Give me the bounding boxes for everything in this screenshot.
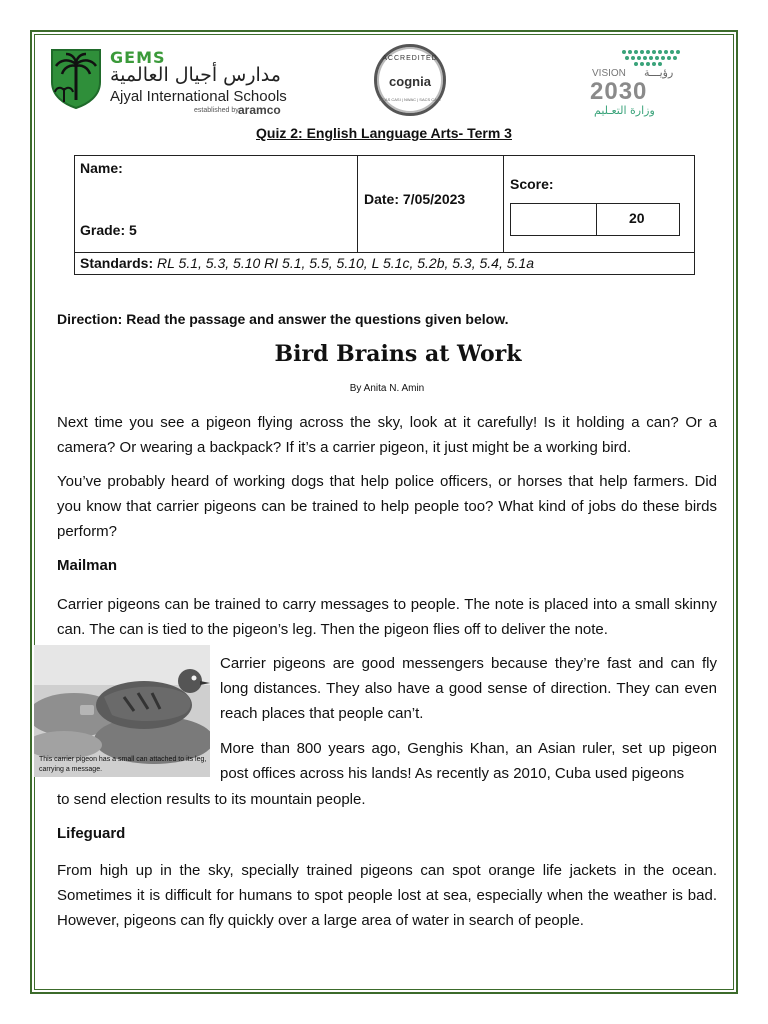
paragraph-3: Carrier pigeons can be trained to carry messages to people. The note is placed into a small skinny can. The can is tied to the pigeon’s leg. Then the pigeon flies off to deliver the note. bbox=[57, 596, 717, 638]
vision-2030-logo bbox=[586, 46, 696, 118]
paragraph-4: Carrier pigeons are good messengers because they’re fast and can fly long distances. They also have a good sense of direction. They can even reach places that people can’t. bbox=[220, 655, 717, 722]
school-name: Ajyal International Schools bbox=[110, 88, 287, 105]
score-cell bbox=[504, 156, 694, 252]
heading-lifeguard: Lifeguard bbox=[57, 825, 126, 842]
score-label: Score: bbox=[510, 176, 554, 192]
paragraph-6: From high up in the sky, specially trained pigeons can spot orange life jackets in the ocean. Sometimes it is difficult for humans to spot people lost at sea, especially when the weather is bad. However, pigeons can fly quickly over a large area of water in search of people. bbox=[57, 862, 717, 929]
school-name-arabic: مدارس أجيال العالمية bbox=[110, 64, 281, 86]
score-max: 20 bbox=[629, 210, 645, 226]
ministry-name-arabic: وزارة التعـليم bbox=[594, 104, 655, 117]
heading-mailman: Mailman bbox=[57, 557, 118, 574]
name-cell[interactable] bbox=[75, 156, 358, 252]
score-divider bbox=[596, 204, 597, 235]
seal-name: cognia bbox=[389, 74, 431, 89]
student-info-table bbox=[74, 155, 695, 275]
standards-value: RL 5.1, 5.3, 5.10 RI 5.1, 5.5, 5.10, L 5.1c, 5.2b, 5.3, 5.4, 5.1a bbox=[157, 255, 534, 271]
standards-label: Standards: bbox=[80, 255, 154, 271]
date-label: Date: 7/05/2023 bbox=[364, 191, 466, 207]
cognia-accreditation-seal bbox=[374, 44, 446, 116]
vision-label: VISION bbox=[592, 68, 626, 79]
established-by-text: established by bbox=[194, 107, 239, 114]
date-cell bbox=[358, 156, 504, 252]
vision-year: 2030 bbox=[590, 78, 648, 105]
paragraph-1: Next time you see a pigeon flying across the sky, look at it carefully! Is it holding a can? Or a camera? Or wearing a backpack? If it’s a carrier pigeon, it just might be a working bird. bbox=[57, 414, 717, 456]
vision-arabic: رؤيـــة bbox=[644, 66, 674, 79]
paragraph-2: You’ve probably heard of working dogs that help police officers, or horses that help farmers. Did you know that carrier pigeons can be trained to help people too? What kind of jobs do these birds perform? bbox=[57, 473, 717, 540]
standards-cell bbox=[75, 252, 694, 274]
passage-title: Bird Brains at Work bbox=[274, 341, 522, 367]
aramco-logo: aramco bbox=[238, 103, 281, 117]
grade-label: Grade: 5 bbox=[80, 222, 137, 238]
seal-bottom-text: NEAS CASI | NWAC | SACS CASI bbox=[379, 97, 441, 102]
paragraph-5: More than 800 years ago, Genghis Khan, an Asian ruler, set up pigeon post offices across his lands! As recently as 2010, Cuba used pigeons bbox=[220, 740, 717, 782]
photo-caption: This carrier pigeon has a small can attached to its leg, carrying a message. bbox=[39, 756, 207, 773]
gems-wordmark: GEMS bbox=[110, 48, 166, 67]
name-label: Name: bbox=[80, 160, 123, 176]
dots-pattern-icon bbox=[616, 46, 726, 68]
seal-top-text: ACCREDITED bbox=[382, 55, 438, 62]
paragraph-5-continued: to send election results to its mountain people. bbox=[57, 791, 366, 808]
direction-text: Direction: Read the passage and answer the questions given below. bbox=[57, 311, 509, 327]
letterhead bbox=[48, 44, 720, 124]
standards-line bbox=[80, 255, 534, 271]
school-shield-logo bbox=[50, 48, 102, 110]
score-box bbox=[510, 203, 680, 236]
passage-byline: By Anita N. Amin bbox=[349, 383, 425, 394]
score-input-field[interactable] bbox=[511, 204, 596, 235]
quiz-title: Quiz 2: English Language Arts- Term 3 bbox=[256, 125, 512, 141]
